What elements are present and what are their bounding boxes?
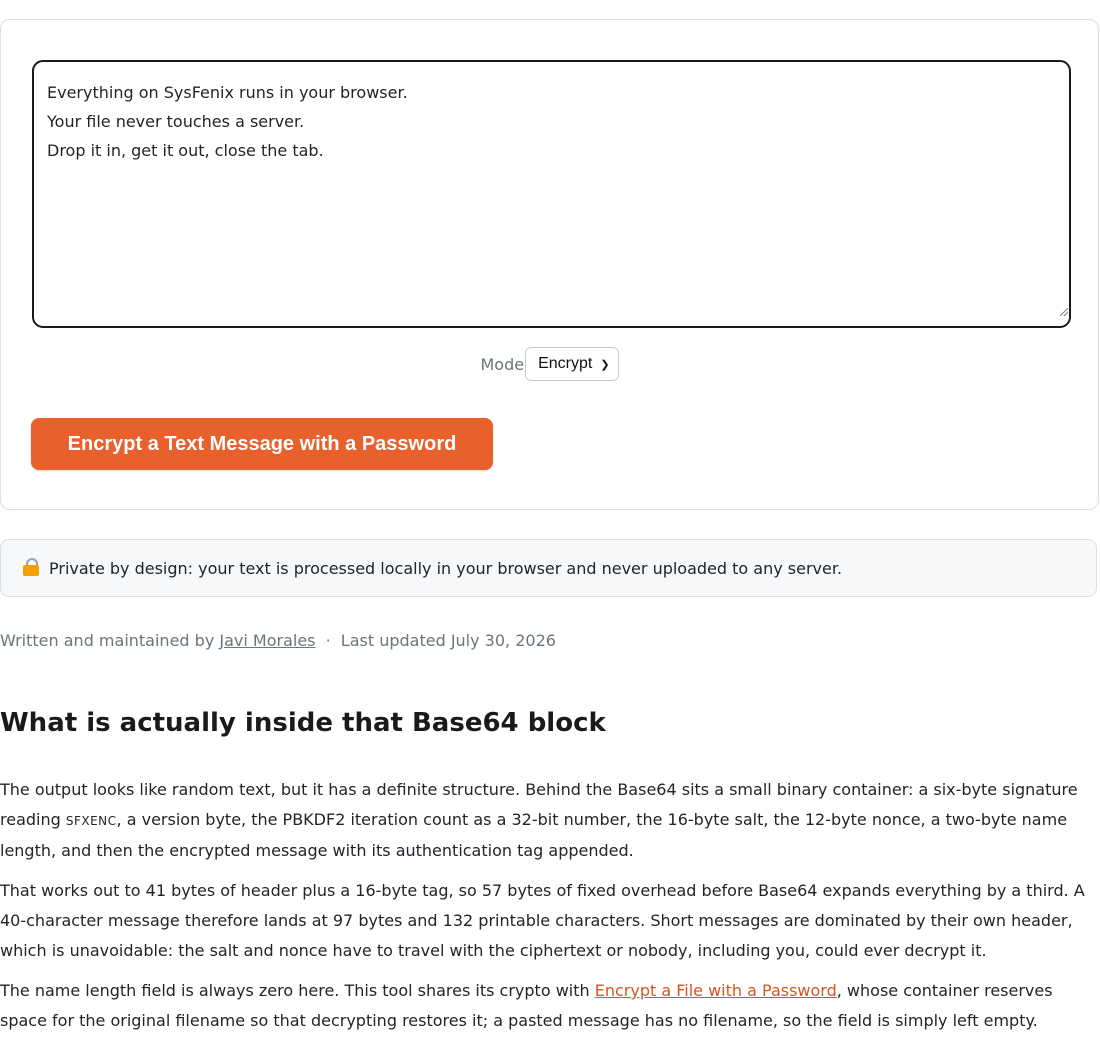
encrypt-button[interactable]: Encrypt a Text Message with a Password bbox=[31, 418, 493, 470]
byline-prefix: Written and maintained by bbox=[0, 631, 215, 650]
byline bbox=[0, 631, 556, 650]
article-paragraph-2: That works out to 41 bytes of header plus a 16-byte tag, so 57 bytes of fixed overhead before Base64 expands everything by a third. A 40-character message therefore lands at 97 bytes and 132 printable characters. Short messages are dominated by their own header, which is unavoidable: the salt and nonce have to travel with the ciphertext or nobody, including you, could ever decrypt it. bbox=[0, 881, 1085, 960]
mode-label: Mode bbox=[480, 354, 525, 374]
resize-grip-icon[interactable] bbox=[1060, 308, 1068, 316]
lock-icon bbox=[23, 558, 39, 576]
last-updated: Last updated July 30, 2026 bbox=[340, 631, 556, 650]
privacy-notice-text: Private by design: your text is processed locally in your browser and never uploaded to any server. bbox=[49, 558, 843, 578]
privacy-notice bbox=[0, 539, 1097, 597]
author-link[interactable]: Javi Morales bbox=[219, 631, 316, 650]
signature-code: SFXENC bbox=[65, 814, 117, 828]
byline-separator: · bbox=[325, 631, 331, 650]
article-heading: What is actually inside that Base64 block bbox=[0, 708, 606, 738]
tool-card bbox=[0, 19, 1099, 510]
chevron-down-icon: ❯ bbox=[600, 358, 610, 371]
message-textarea[interactable]: Everything on SysFenix runs in your browser. Your file never touches a server. Drop it in, get it out, close the tab. bbox=[32, 60, 1071, 328]
article-body bbox=[0, 775, 1100, 1046]
article-paragraph-3: The name length field is always zero here. This tool shares its crypto with Encrypt a File with a Password, whose container reserves space for the original filename so that decrypting restores it; a pasted message has no filename, so the field is simply left empty. bbox=[0, 981, 1053, 1030]
mode-row bbox=[1, 347, 1098, 381]
mode-select[interactable] bbox=[525, 347, 618, 381]
article-paragraph-1: The output looks like random text, but it has a definite structure. Behind the Base64 sits a small binary container: a six-byte signature reading SFXENC, a version byte, the PBKDF2 iteration count as a 32-bit number, the 16-byte salt, the 12-byte nonce, a two-byte name length, and then the encrypted message with its authentication tag appended. bbox=[0, 780, 1078, 860]
mode-selected-value: Encrypt bbox=[538, 355, 593, 372]
encrypt-file-link[interactable]: Encrypt a File with a Password bbox=[594, 981, 837, 1000]
